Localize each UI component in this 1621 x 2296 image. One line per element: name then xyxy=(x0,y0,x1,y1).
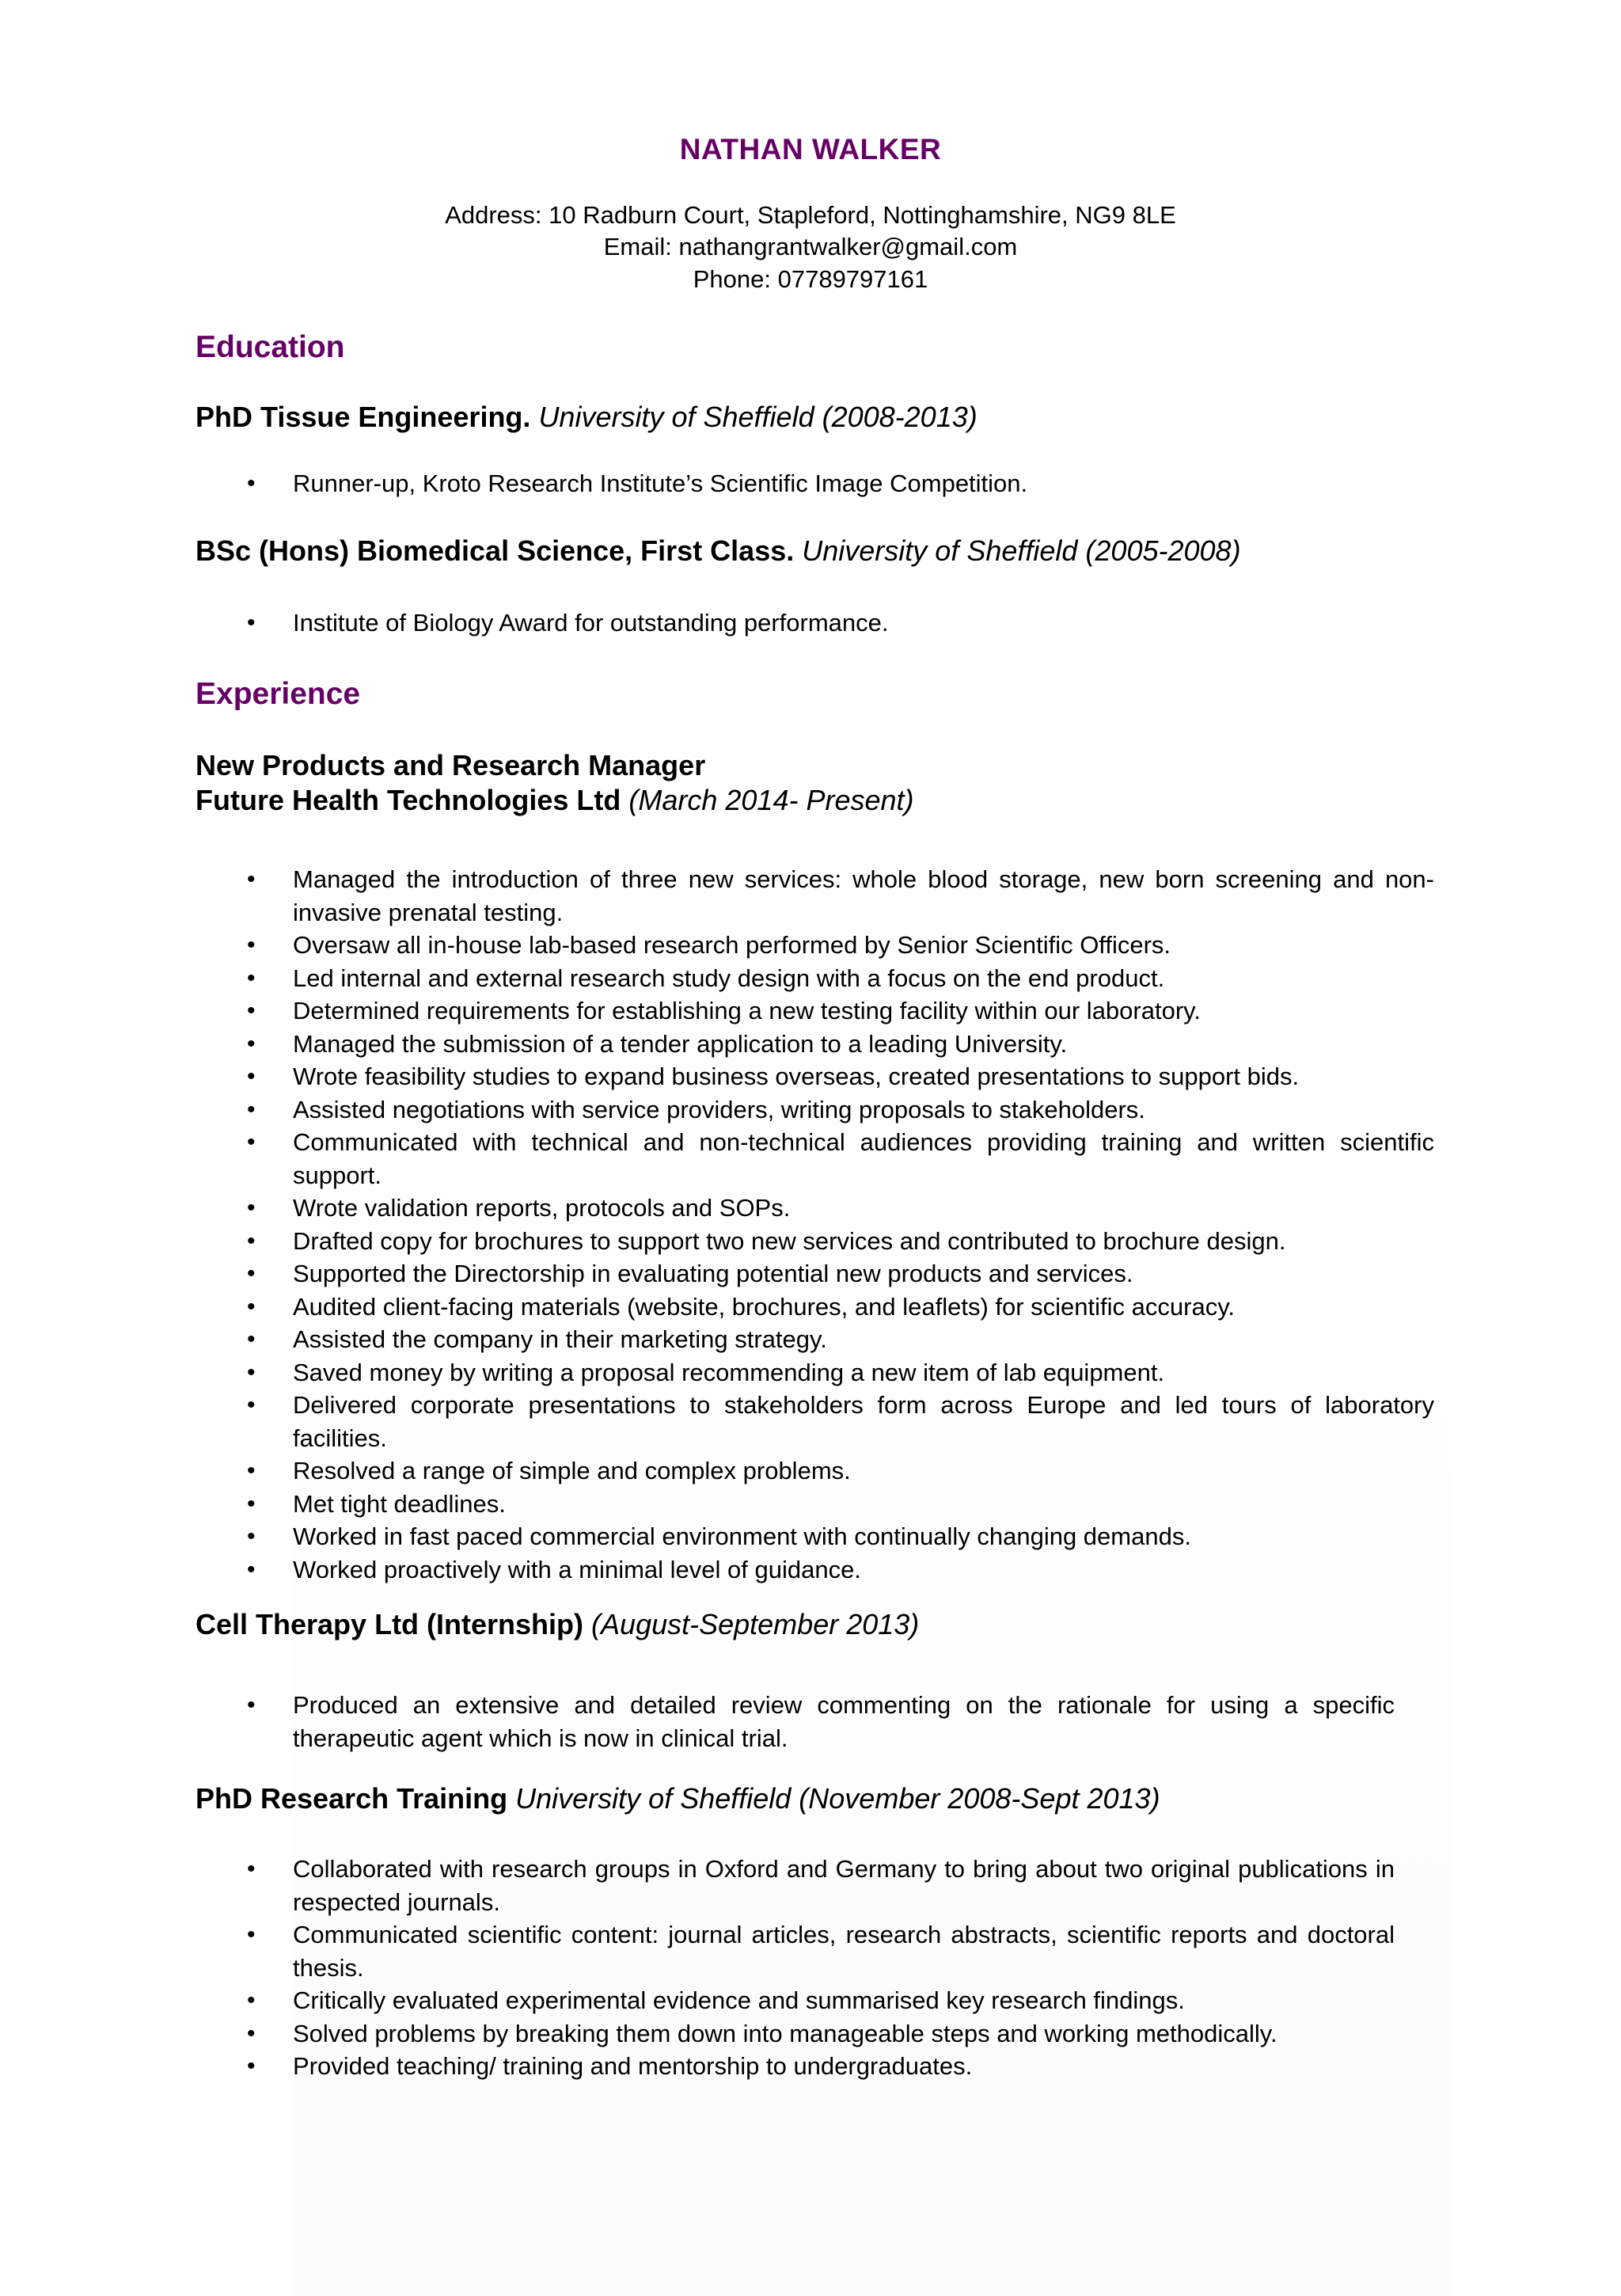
job-dates: University of Sheffield (November 2008-Sept 2013) xyxy=(515,1782,1160,1815)
list-item: • Produced an extensive and detailed review commenting on the rationale for using a specific therapeutic agent which is now in clinical trial. xyxy=(247,1689,1395,1754)
list-item: • Worked in fast paced commercial environment with continually changing demands. xyxy=(247,1520,1434,1553)
address-line: Address: 10 Radburn Court, Stapleford, Nottinghamshire, NG9 8LE xyxy=(445,201,1176,229)
bullet-glyph: • xyxy=(247,2020,256,2047)
bullet-glyph: • xyxy=(247,998,256,1024)
education-entry-phd xyxy=(196,400,978,435)
list-item: • Institute of Biology Award for outstanding performance. xyxy=(247,606,1434,640)
email-line: Email: nathangrantwalker@gmail.com xyxy=(603,233,1018,260)
list-item: • Assisted the company in their marketing strategy. xyxy=(247,1323,1434,1356)
bullet-glyph: • xyxy=(247,1922,256,1948)
bullet-glyph: • xyxy=(247,1523,256,1549)
job-company xyxy=(196,1781,1160,1816)
section-heading-education: Education xyxy=(196,330,345,364)
bullet-glyph: • xyxy=(247,1856,256,1882)
list-item: • Determined requirements for establishing a new testing facility within our laboratory. xyxy=(247,994,1434,1028)
bullet-glyph: • xyxy=(247,964,256,991)
bullet-glyph: • xyxy=(247,1293,256,1320)
candidate-name: NATHAN WALKER xyxy=(679,133,942,165)
bullet-glyph: • xyxy=(247,1195,256,1221)
list-item: • Oversaw all in-house lab-based research performed by Senior Scientific Officers. xyxy=(247,929,1434,962)
list-item: • Delivered corporate presentations to stakeholders form across Europe and led tours of laboratory facilities. xyxy=(247,1389,1434,1454)
list-item: • Drafted copy for brochures to support two new services and contributed to brochure design. xyxy=(247,1225,1434,1258)
job-role: New Products and Research Manager xyxy=(196,749,706,781)
bullet-glyph: • xyxy=(247,1030,256,1057)
bullet-glyph: • xyxy=(247,866,256,892)
bullet-glyph: • xyxy=(247,1987,256,2013)
job-bullets-fht xyxy=(247,863,1434,1586)
degree-title: PhD Tissue Engineering. xyxy=(196,401,531,433)
list-item: • Provided teaching/ training and mentorship to undergraduates. xyxy=(247,2050,1395,2083)
bullet-glyph: • xyxy=(247,1392,256,1418)
list-item: • Supported the Directorship in evaluating potential new products and services. xyxy=(247,1257,1434,1291)
list-item: • Assisted negotiations with service providers, writing proposals to stakeholders. xyxy=(247,1093,1434,1127)
job-dates: (March 2014- Present) xyxy=(628,784,914,816)
bullet-glyph: • xyxy=(247,1359,256,1386)
list-item: • Managed the submission of a tender application to a leading University. xyxy=(247,1028,1434,1061)
job-bullets-phd-training xyxy=(247,1853,1395,2083)
bullet-glyph: • xyxy=(247,470,256,496)
company-name: PhD Research Training xyxy=(196,1782,508,1815)
bullet-glyph: • xyxy=(247,1458,256,1484)
phone-line: Phone: 07789797161 xyxy=(693,265,928,293)
degree-title: BSc (Hons) Biomedical Science, First Class. xyxy=(196,534,795,567)
list-item: • Wrote validation reports, protocols and SOPs. xyxy=(247,1192,1434,1225)
list-item: • Managed the introduction of three new services: whole blood storage, new born screening and non-invasive prenatal testing. xyxy=(247,863,1434,929)
list-item: • Wrote feasibility studies to expand business overseas, created presentations to support bids. xyxy=(247,1060,1434,1093)
education-entry-bsc xyxy=(196,534,1241,568)
list-item: • Solved problems by breaking them down into manageable steps and working methodically. xyxy=(247,2017,1395,2051)
list-item: • Met tight deadlines. xyxy=(247,1488,1434,1521)
bullet-glyph: • xyxy=(247,1129,256,1155)
list-item: • Resolved a range of simple and complex problems. xyxy=(247,1454,1434,1488)
list-item: • Led internal and external research study design with a focus on the end product. xyxy=(247,962,1434,995)
list-item: • Audited client-facing materials (website, brochures, and leaflets) for scientific accuracy. xyxy=(247,1291,1434,1324)
degree-institution: University of Sheffield (2008-2013) xyxy=(538,401,978,433)
bullet-glyph: • xyxy=(247,1556,256,1583)
job-bullets-celltherapy xyxy=(247,1689,1395,1754)
job-dates: (August-September 2013) xyxy=(591,1608,920,1640)
bullet-glyph: • xyxy=(247,2053,256,2079)
list-item: • Communicated with technical and non-technical audiences providing training and written scientific support. xyxy=(247,1126,1434,1192)
section-heading-experience: Experience xyxy=(196,677,361,711)
list-item: • Saved money by writing a proposal recommending a new item of lab equipment. xyxy=(247,1356,1434,1389)
bullet-glyph: • xyxy=(247,1096,256,1123)
list-item: • Worked proactively with a minimal level of guidance. xyxy=(247,1553,1434,1587)
education-phd-bullets xyxy=(247,467,1434,500)
job-company xyxy=(196,783,914,818)
bullet-glyph: • xyxy=(247,1490,256,1517)
list-item: • Collaborated with research groups in Oxford and Germany to bring about two original publications in respected journals. xyxy=(247,1853,1395,1918)
bullet-glyph: • xyxy=(247,1227,256,1254)
bullet-glyph: • xyxy=(247,1692,256,1718)
bullet-glyph: • xyxy=(247,610,256,636)
bullet-glyph: • xyxy=(247,1326,256,1352)
company-name: Future Health Technologies Ltd xyxy=(196,784,621,816)
bullet-glyph: • xyxy=(247,1260,256,1287)
degree-institution: University of Sheffield (2005-2008) xyxy=(802,534,1241,567)
list-item: • Critically evaluated experimental evidence and summarised key research findings. xyxy=(247,1984,1395,2017)
bullet-glyph: • xyxy=(247,932,256,958)
list-item: • Runner-up, Kroto Research Institute’s Scientific Image Competition. xyxy=(247,467,1434,500)
bullet-glyph: • xyxy=(247,1063,256,1089)
list-item: • Communicated scientific content: journal articles, research abstracts, scientific reports and doctoral thesis. xyxy=(247,1918,1395,1984)
education-bsc-bullets xyxy=(247,606,1434,640)
job-company xyxy=(196,1607,919,1642)
company-name: Cell Therapy Ltd (Internship) xyxy=(196,1608,584,1640)
